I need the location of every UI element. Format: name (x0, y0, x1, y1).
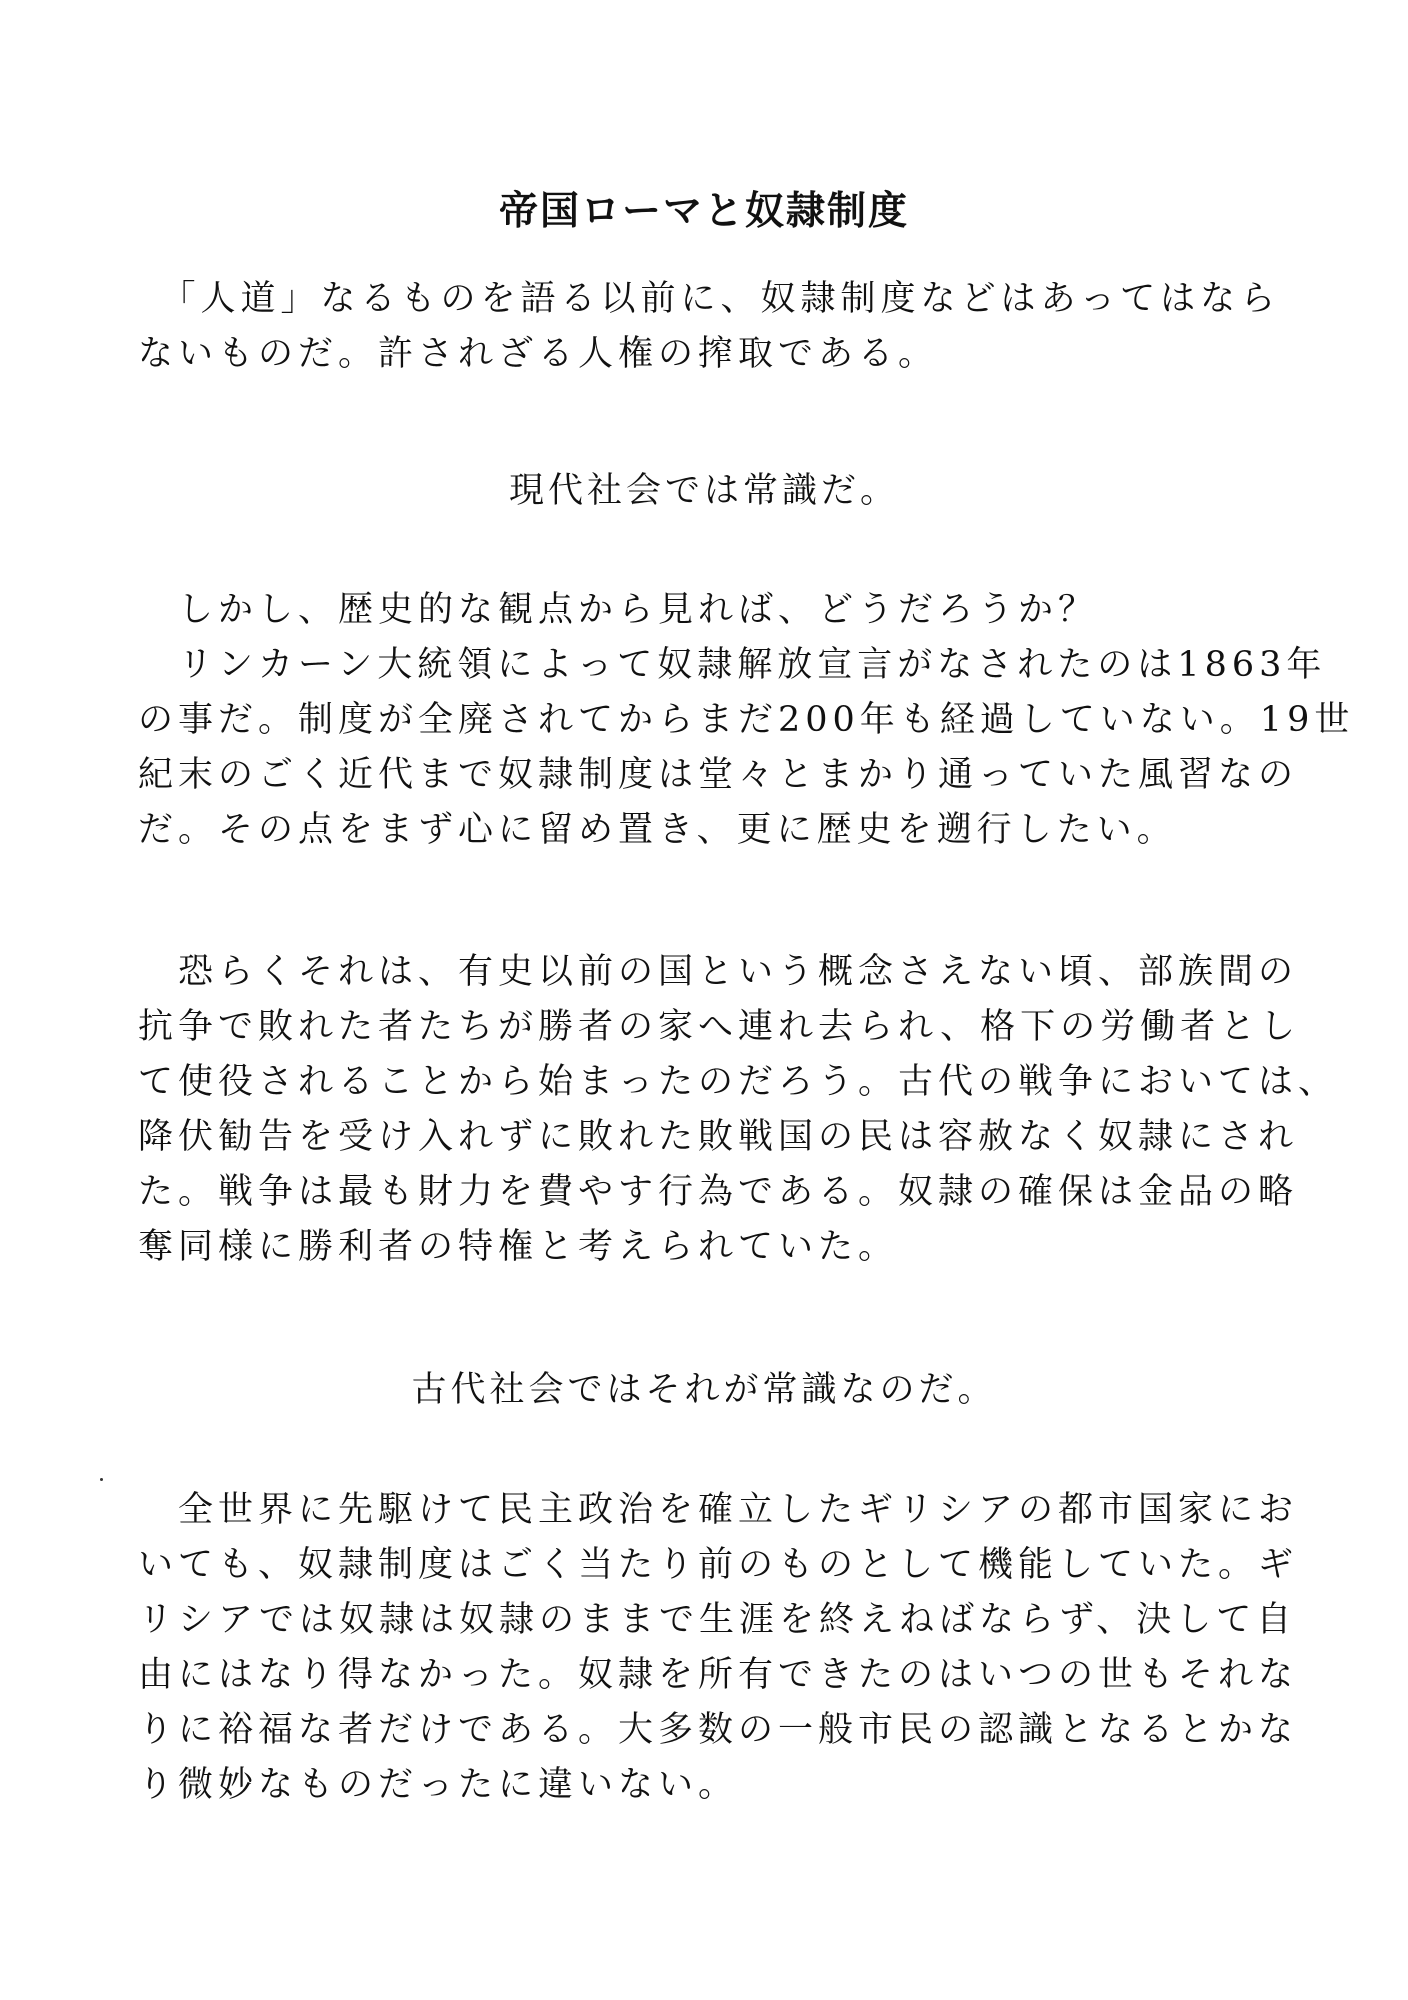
scan-speck (100, 1478, 103, 1481)
text-line: の事だ。制度が全廃されてからまだ200年も経過していない。19世 (138, 700, 1355, 740)
paragraph-intro (138, 272, 1281, 382)
text-line: 紀末のごく近代まで奴隷制度は堂々とまかり通っていた風習なの (138, 755, 1299, 795)
text-line: リンカーン大統領によって奴隷解放宣言がなされたのは1863年 (138, 645, 1327, 685)
centered-statement-ancient: 古代社会ではそれが常識なのだ。 (411, 1370, 997, 1410)
text-line: ないものだ。許されざる人権の搾取である。 (138, 334, 939, 374)
paragraph-history (138, 583, 1355, 858)
page-title: 帝国ローマと奴隷制度 (498, 188, 909, 234)
text-line: 全世界に先駆けて民主政治を確立したギリシアの都市国家にお (138, 1490, 1299, 1530)
text-line: りに裕福な者だけである。大多数の一般市民の認識となるとかな (138, 1710, 1299, 1750)
text-line: 奪同様に勝利者の特権と考えられていた。 (138, 1227, 899, 1267)
paragraph-origins (138, 945, 1339, 1275)
paragraph-greece (138, 1483, 1299, 1813)
text-line: だ。その点をまず心に留め置き、更に歴史を遡行したい。 (138, 810, 1177, 850)
text-line: リシアでは奴隷は奴隷のままで生涯を終えねばならず、決して自 (138, 1600, 1297, 1640)
centered-statement-modern: 現代社会では常識だ。 (508, 471, 899, 511)
text-line: 恐らくそれは、有史以前の国という概念さえない頃、部族間の (138, 952, 1299, 992)
text-line: 「人道」なるものを語る以前に、奴隷制度などはあってはなら (138, 279, 1281, 319)
text-line: り微妙なものだったに違いない。 (138, 1765, 739, 1805)
text-line: た。戦争は最も財力を費やす行為である。奴隷の確保は金品の略 (138, 1172, 1299, 1212)
text-line: 由にはなり得なかった。奴隷を所有できたのはいつの世もそれな (138, 1655, 1299, 1695)
text-line: て使役されることから始まったのだろう。古代の戦争においては、 (138, 1062, 1339, 1102)
text-line: 抗争で敗れた者たちが勝者の家へ連れ去られ、格下の労働者とし (138, 1007, 1301, 1047)
text-line: 降伏勧告を受け入れずに敗れた敗戦国の民は容赦なく奴隷にされ (138, 1117, 1299, 1157)
text-line: いても、奴隷制度はごく当たり前のものとして機能していた。ギ (138, 1545, 1299, 1585)
text-line: しかし、歴史的な観点から見れば、どうだろうか？ (138, 590, 1099, 630)
